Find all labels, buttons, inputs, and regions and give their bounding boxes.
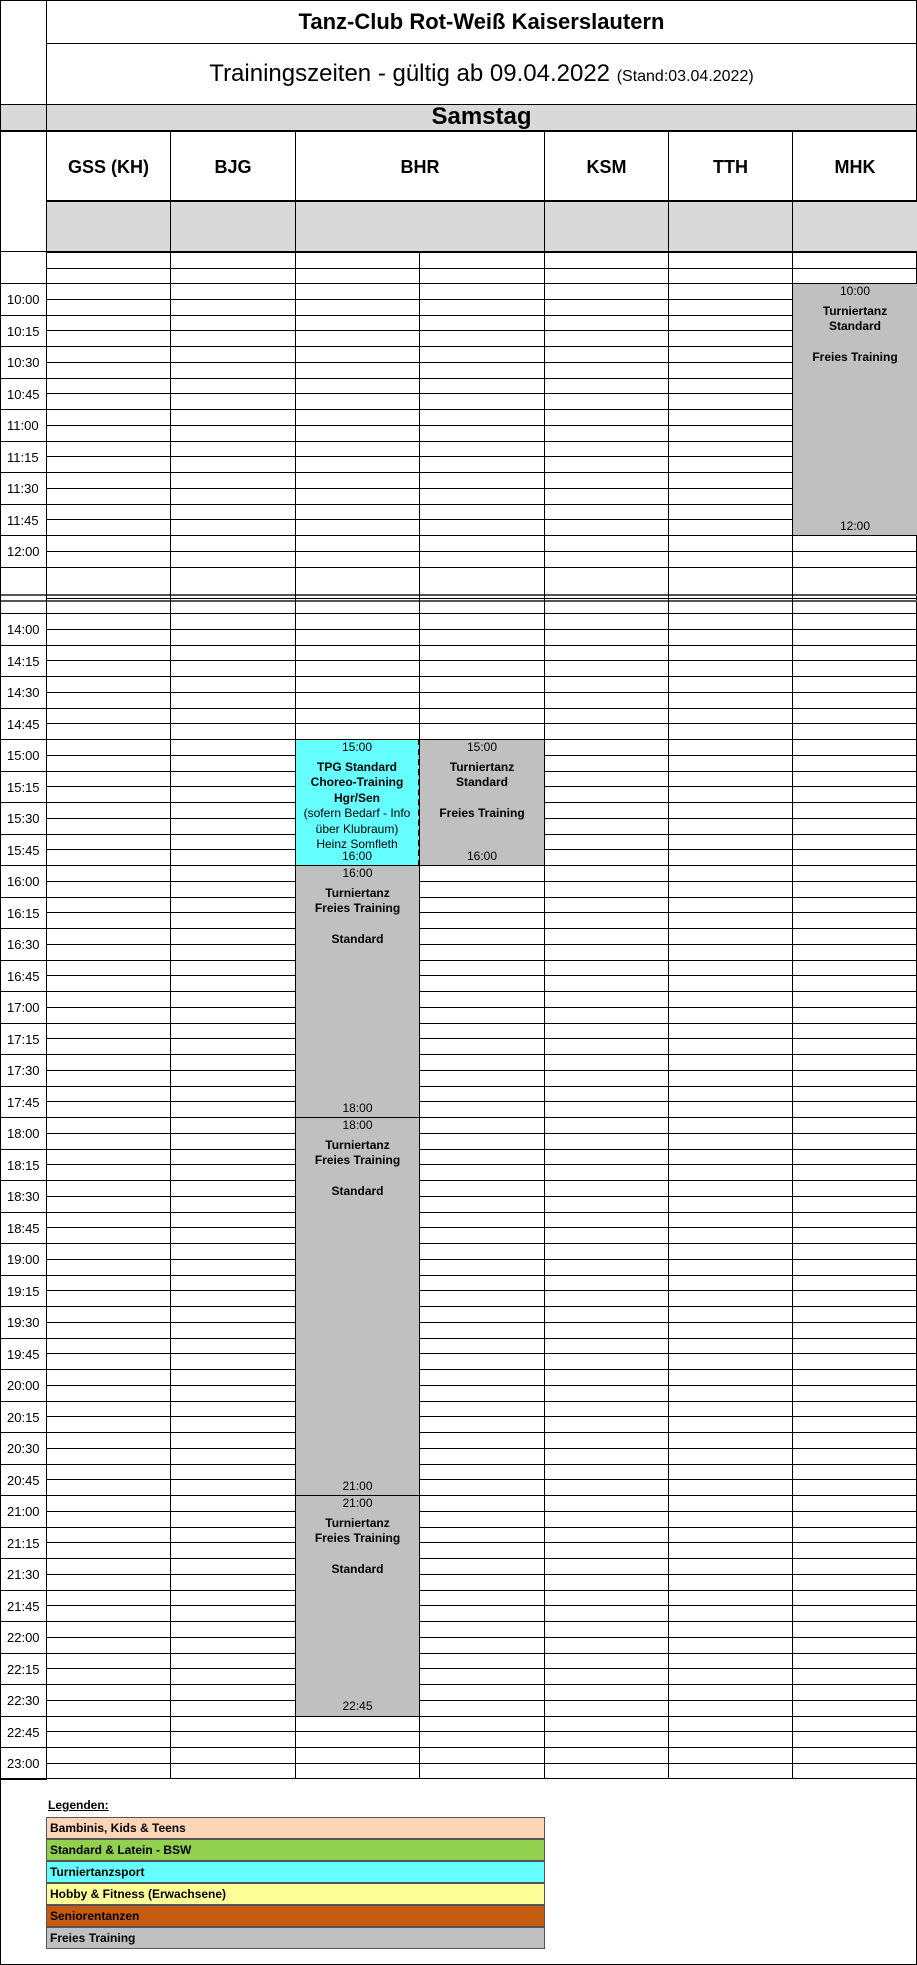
event-text-line: über Klubraum) [315,821,399,836]
time-label: 15:30 [0,802,47,835]
column-header-bjg: BJG [170,131,296,201]
grid-row-line [46,1259,917,1260]
time-label: 22:45 [0,1716,47,1749]
grid-row-line [46,975,917,976]
column-subheader-gss [46,201,171,252]
time-label: 16:45 [0,960,47,993]
grid-row-line [46,362,917,363]
grid-row-line [46,645,917,646]
event-start-time: 10:00 [839,284,871,298]
event-text-line: Turniertanz [325,885,390,900]
grid-col-line [668,252,669,1778]
event-text-line: Standard [455,775,508,789]
legend-title: Legenden: [48,1798,109,1812]
legend-item: Freies Training [46,1927,545,1949]
day-left-spacer [0,104,47,131]
club-title: Tanz-Club Rot-Weiß Kaiserslautern [46,0,917,44]
grid-row-line [46,676,917,677]
time-label: 20:45 [0,1464,47,1497]
grid-row-line [46,1196,917,1197]
grid-row-line [46,1023,917,1024]
grid-row-line [46,551,917,552]
grid-row-line [46,425,917,426]
grid-row-line [46,1763,917,1764]
grid-row-line [46,1716,917,1717]
event-text-line [793,335,917,351]
grid-row-line [46,1416,917,1417]
grid-row-line [46,393,917,394]
grid-row-line [46,315,917,316]
legend-item: Seniorentanzen [46,1905,545,1927]
time-label: 23:00 [0,1747,47,1780]
grid-row-line [46,1086,917,1087]
time-label: 15:15 [0,771,47,804]
grid-row-line [46,535,917,536]
event-end-time: 21:00 [342,1478,373,1493]
grid-row-line [46,378,917,379]
grid-col-line [170,252,171,1778]
event-text-line: Choreo-Training [310,775,404,789]
grid-row-line [46,897,917,898]
grid-row-line [46,1290,917,1291]
event-end-time: 22:45 [342,1699,373,1713]
grid-row-line [46,330,917,331]
grid-row-line [46,1227,917,1228]
event-end-time: 12:00 [839,518,871,533]
event-text-line: Hgr/Sen [333,790,380,805]
grid-row-line [46,1621,917,1622]
grid-row-line [46,252,917,253]
grid-row-line [46,1401,917,1402]
grid-row-line [46,299,917,300]
event-text-line [296,1169,419,1185]
column-subheader-bhr [295,201,545,252]
time-label: 19:15 [0,1275,47,1308]
column-header-gss: GSS (KH) [46,131,171,201]
day-header: Samstag [46,104,917,131]
event-start-time: 16:00 [342,866,373,880]
time-label: 21:45 [0,1590,47,1623]
event-bhr-2 [295,865,420,1118]
grid-row-line [46,1007,917,1008]
event-end-time: 18:00 [342,1100,373,1115]
subtitle-note: (Stand:03.04.2022) [616,68,754,85]
grid-row-line [46,1684,917,1685]
grid-row-line [46,346,917,347]
time-label: 10:15 [0,315,47,348]
time-label: 17:30 [0,1054,47,1087]
grid-row-line [46,1432,917,1433]
time-label: 18:00 [0,1117,47,1150]
time-label: 22:00 [0,1621,47,1654]
time-label: 22:30 [0,1684,47,1717]
event-text-line: (sofern Bedarf - Info [303,806,411,820]
grid-bottom-line [0,1778,917,1779]
time-label: 18:15 [0,1149,47,1182]
time-label: 21:15 [0,1527,47,1560]
event-bhr-tpg [295,739,420,866]
time-label: 10:00 [0,283,47,316]
event-text-line: Freies Training [812,350,898,364]
grid-row-line [46,1180,917,1181]
event-text-line: Freies Training [439,806,525,820]
grid-row-line [46,1338,917,1339]
time-label: 19:30 [0,1306,47,1339]
event-text-line: Standard [331,1184,384,1198]
time-label: 17:45 [0,1086,47,1119]
legend-item: Hobby & Fitness (Erwachsene) [46,1883,545,1905]
grid-row-line [46,1212,917,1213]
grid-row-line [46,1133,917,1134]
column-subheader-ksm [544,201,669,252]
grid-row-line [46,881,917,882]
time-label: 11:00 [0,409,47,442]
event-text-line [420,791,544,807]
event-text-line: Freies Training [314,1153,401,1167]
time-label: 15:45 [0,834,47,867]
grid-row-line [46,488,917,489]
event-text-line: Standard [331,1562,384,1576]
time-label: 12:00 [0,535,47,568]
time-label: 17:15 [0,1023,47,1056]
time-label: 11:15 [0,441,47,474]
time-label: 15:00 [0,739,47,772]
grid-row-line [46,456,917,457]
grid-row-line [46,519,917,520]
grid-row-line [46,409,917,410]
grid-row-line [46,1101,917,1102]
grid-row-line [46,1054,917,1055]
event-text-line: Turniertanz [449,759,515,774]
event-text-line: Standard [331,932,384,946]
event-text-line: TPG Standard [316,759,397,774]
time-label: 21:30 [0,1558,47,1591]
time-label: 19:00 [0,1243,47,1276]
time-label: 14:00 [0,613,47,646]
grid-row-line [46,1117,917,1118]
grid-separator-line [0,600,917,602]
event-text-line [296,917,419,933]
event-start-time: 15:00 [466,740,498,754]
time-label: 19:45 [0,1338,47,1371]
grid-row-line [46,1464,917,1465]
grid-row-line [46,928,917,929]
event-text-line: Freies Training [314,1531,401,1545]
column-header-bhr: BHR [295,131,545,201]
event-text-line: Freies Training [314,901,401,915]
subtitle-main: Trainingszeiten - gültig ab 09.04.2022 [209,60,611,87]
grid-row-line [46,1038,917,1039]
column-subheader-bjg [170,201,296,252]
time-label: 16:30 [0,928,47,961]
event-mhk-1 [792,283,917,536]
grid-row-line [46,991,917,992]
event-end-time: 16:00 [341,848,373,863]
grid-row-line [46,692,917,693]
time-label: 16:15 [0,897,47,930]
time-label: 20:15 [0,1401,47,1434]
grid-row-line [46,1149,917,1150]
time-label: 11:30 [0,472,47,505]
time-label: 22:15 [0,1653,47,1686]
grid-row-line [46,567,917,568]
grid-row-line [46,1590,917,1591]
grid-row-line [46,1731,917,1732]
grid-row-line [46,1353,917,1354]
column-header-tth: TTH [668,131,793,201]
event-text-line [296,1547,419,1563]
event-start-time: 18:00 [342,1118,373,1132]
event-text-line: Turniertanz [325,1137,390,1152]
time-label: 18:30 [0,1180,47,1213]
grid-row-line [46,613,917,614]
time-label: 14:15 [0,645,47,678]
event-text-line: Heinz Somfleth [316,837,398,851]
event-text-line: Turniertanz [822,303,888,318]
grid-row-line [46,1511,917,1512]
legend-item: Turniertanzsport [46,1861,545,1883]
grid-row-line [46,629,917,630]
time-label: 20:00 [0,1369,47,1402]
grid-row-line [46,504,917,505]
grid-row-line [46,598,917,599]
grid-row-line [46,1479,917,1480]
event-bhr-4 [295,1495,420,1717]
event-start-time: 21:00 [342,1496,373,1510]
column-header-ksm: KSM [544,131,669,201]
header-left-spacer [0,0,47,105]
grid-row-line [46,723,917,724]
grid-row-line [46,960,917,961]
grid-row-line [46,1542,917,1543]
grid-row-line [46,660,917,661]
grid-row-line [46,268,917,269]
time-label: 18:45 [0,1212,47,1245]
grid-row-line [46,708,917,709]
grid-row-line [46,1605,917,1606]
time-header-spacer [0,131,47,252]
grid-row-line [46,1558,917,1559]
schedule-subtitle [46,43,917,105]
column-header-mhk: MHK [792,131,917,201]
grid-row-line [46,1574,917,1575]
legend-item: Standard & Latein - BSW [46,1839,545,1861]
grid-row-line [46,283,917,284]
event-text-line: Standard [828,319,881,333]
grid-row-line [46,1653,917,1654]
grid-row-line [46,1747,917,1748]
time-label: 14:45 [0,708,47,741]
legend-item: Bambinis, Kids & Teens [46,1817,545,1839]
time-label: 20:30 [0,1432,47,1465]
time-label: 10:30 [0,346,47,379]
grid-row-line [46,1637,917,1638]
grid-row-line [46,441,917,442]
event-bhr-r-1 [419,739,545,866]
grid-row-line [46,1527,917,1528]
event-bhr-3 [295,1117,420,1496]
grid-row-line [46,1495,917,1496]
grid-row-line [46,472,917,473]
grid-col-line [544,252,545,1778]
time-label: 11:45 [0,504,47,537]
grid-row-line [46,1306,917,1307]
grid-row-line [46,1070,917,1071]
grid-row-line [46,1448,917,1449]
grid-row-line [46,944,917,945]
event-text-line: Turniertanz [325,1515,390,1530]
grid-row-line [46,1668,917,1669]
time-label: 14:30 [0,676,47,709]
event-start-time: 15:00 [341,740,373,754]
time-label: 10:45 [0,378,47,411]
grid-separator-line [0,594,917,596]
grid-row-line [46,912,917,913]
grid-row-line [46,1369,917,1370]
column-subheader-mhk [792,201,917,252]
time-label: 21:00 [0,1495,47,1528]
time-label: 17:00 [0,991,47,1024]
grid-row-line [46,1164,917,1165]
grid-row-line [46,1243,917,1244]
grid-row-line [46,1700,917,1701]
column-subheader-tth [668,201,793,252]
event-end-time: 16:00 [466,848,498,863]
time-label: 16:00 [0,865,47,898]
grid-row-line [46,1275,917,1276]
grid-row-line [46,1322,917,1323]
grid-row-line [46,1385,917,1386]
